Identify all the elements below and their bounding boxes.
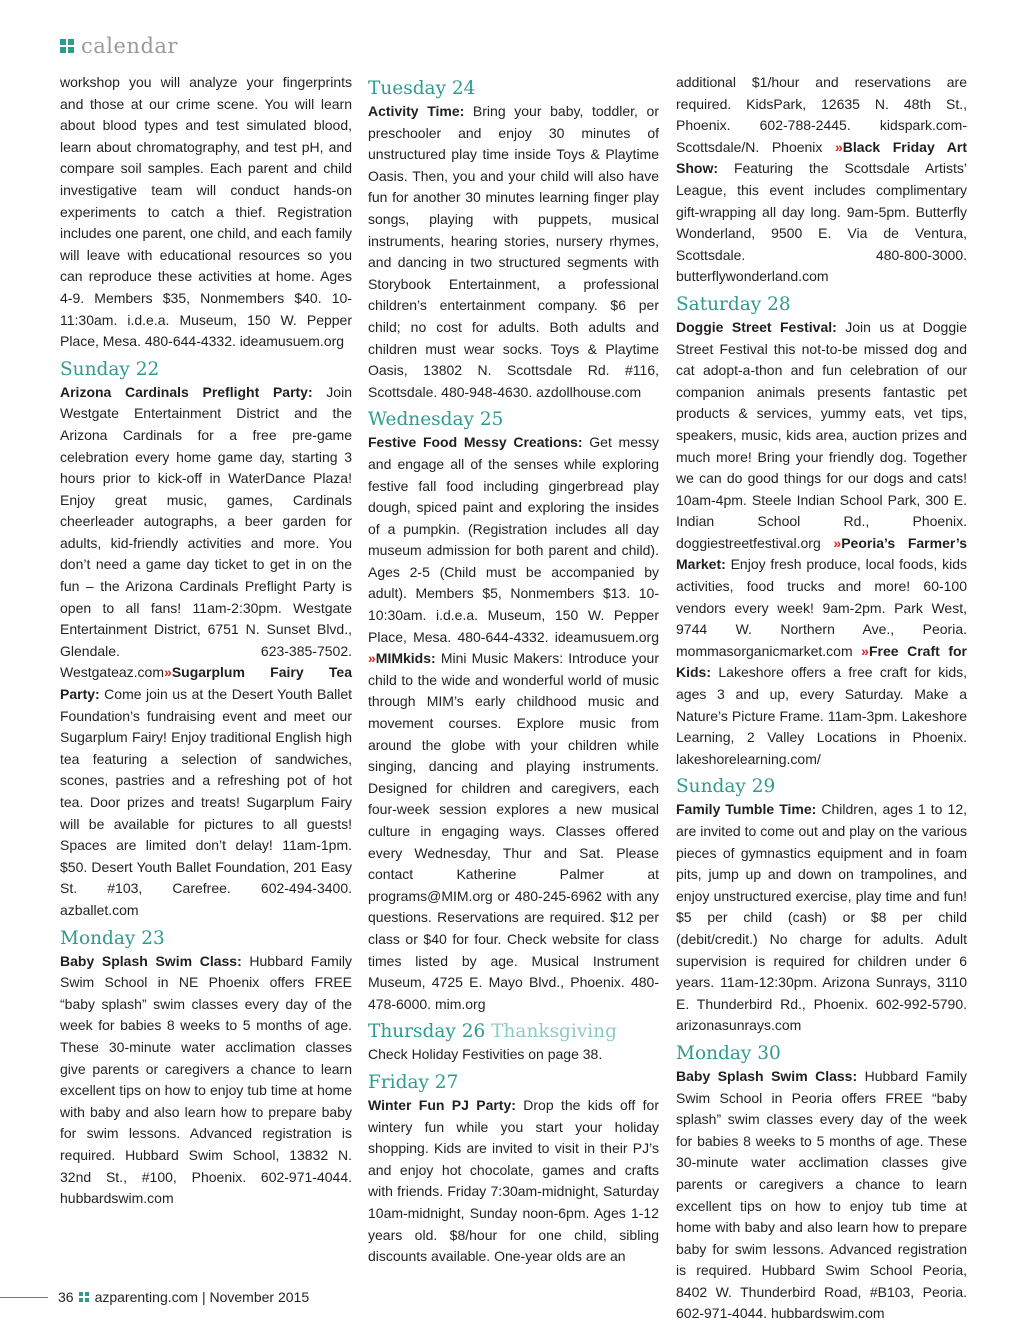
- day-label: Sunday 22: [60, 358, 160, 380]
- column-2: [368, 72, 659, 1284]
- event-entry: [676, 317, 967, 770]
- event-entry: [676, 72, 967, 288]
- day-label: Monday 23: [60, 927, 165, 949]
- event-body: Drop the kids off for wintery fun while you start your holiday shopping. Kids are invited to visit in their PJ’s and enjoy hot chocolate, games and crafts with friends. Friday 7:30am-midnight, Saturday 10am-midnight, Sunday noon-6pm. Ages 1-12 years old. $8/hour for one child, sibling discounts available. One-year olds are an: [368, 1096, 659, 1265]
- event-entry: [60, 951, 352, 1210]
- day-heading: [368, 408, 659, 432]
- event-entry: [676, 799, 967, 1037]
- event-body: Hubbard Family Swim School in Peoria offers FREE “baby splash” swim classes every day of the week for babies 8 weeks to 5 months of age. These 30-minute water acclimation classes give parents or caregivers a chance to learn excellent tips on how to enjoy tub time at home with baby and also learn how to prepare baby for swim lessons. Advanced registration is required. Hubbard Swim School Peoria, 8402 W. Thunderbird Road, #B103, Peoria. 602-971-4044. hubbardswim.com: [676, 1067, 967, 1322]
- day-label: Thursday 26: [368, 1021, 486, 1043]
- day-label: Tuesday 24: [368, 78, 476, 99]
- day-heading: [368, 1020, 659, 1044]
- event-title: Black Friday Art Show:: [676, 138, 968, 177]
- event-body: Join Westgate Entertainment District and the Arizona Cardinals for a free pre-game celebration every home game day, starting 3 hours prior to kick-off in WaterDance Plaza! Enjoy great music, games, Cardinals cheerleader autographs, a beer garden for adults, kid-friendly activities and more. You don’t need a game day ticket to get in on the fun – the Arizona Cardinals Preflight Party is open to all fans! 11am-2:30pm. Westgate Entertainment District, 6751 N. Sunset Blvd., Glendale. 623-385-7502. Westgateaz.com: [60, 383, 352, 681]
- grid-icon: [60, 39, 74, 53]
- separator-arrows: »: [833, 534, 842, 551]
- separator-arrows: »: [835, 138, 843, 155]
- event-title: MIMkids:: [375, 650, 436, 667]
- day-label: Wednesday 25: [368, 409, 504, 431]
- section-title: calendar: [81, 34, 178, 58]
- event-entry: [60, 382, 352, 922]
- event-title: Baby Splash Swim Class:: [676, 1067, 858, 1084]
- event-title: Family Tumble Time:: [676, 801, 817, 818]
- page-footer: [0, 1286, 340, 1308]
- event-entry: [368, 1095, 659, 1268]
- column-1: [60, 72, 352, 1284]
- page-header: [60, 34, 178, 58]
- event-body: Get messy and engage all of the senses while exploring festive fall food including gingerbread play dough, spiced paint and exploring the insides of a pumpkin. (Registration includes all day museum admission for both parent and child). Ages 2-5 (Child must be accompanied by adult). Members $5, Nonmembers $13. 10-10:30am. i.d.e.a. Museum, 150 W. Pepper Place, Mesa. 480-644-4332. ideamusuem.org: [368, 434, 659, 645]
- grid-small-icon: [79, 1292, 89, 1302]
- column-3: [676, 72, 968, 1322]
- day-label: Monday 30: [676, 1042, 781, 1064]
- separator-arrows: »: [164, 664, 172, 681]
- event-title: Activity Time:: [368, 103, 465, 119]
- body-text: Check Holiday Festivities on page 38.: [368, 1046, 603, 1063]
- holiday-label: Thanksgiving: [491, 1021, 617, 1043]
- separator-arrows: »: [861, 642, 869, 659]
- event-body: Enjoy fresh produce, local foods, kids activities, food trucks and more! 60-100 vendors every week! 9am-2pm. Park West, 9744 W. Northern Ave., Peoria. mommasorganicmarket.com: [676, 556, 967, 659]
- event-body: additional $1/hour and reservations are required. KidsPark, 12635 N. 48th St., Phoenix. 602-788-2445. kidspark.com-Scottsdale/N. Phoenix: [676, 74, 967, 155]
- event-title: Arizona Cardinals Preflight Party:: [60, 383, 313, 400]
- day-heading: [368, 77, 659, 101]
- separator-arrows: »: [368, 650, 376, 667]
- day-heading: [676, 1042, 967, 1066]
- event-title: Sugarplum Fairy Tea Party:: [60, 664, 352, 703]
- event-title: Winter Fun PJ Party:: [368, 1096, 516, 1113]
- day-label: Sunday 29: [676, 776, 776, 798]
- event-title: Free Craft for Kids:: [676, 642, 967, 681]
- event-title: Peoria’s Farmer’s Market:: [676, 534, 967, 573]
- event-entry: [676, 1066, 967, 1325]
- event-entry: [368, 432, 659, 1015]
- event-title: Festive Food Messy Creations:: [368, 434, 583, 451]
- day-heading: [368, 1071, 659, 1095]
- body-text: workshop you will analyze your fingerprints and those at our crime scene. You will learn about blood types and test simulated blood, learn about chromatography, and test pH, and compare soil samples. Each parent and child investigative team will conduct hands-on experiments to catch a thief. Registration includes one parent, one child, and each family will leave with educational resources so you can reproduce these activities at home. Ages 4-9. Members $35, Nonmembers $40. 10-11:30am. i.d.e.a. Museum, 150 W. Pepper Place, Mesa. 480-644-4332. ideamusuem.org: [60, 74, 352, 350]
- day-heading: [676, 775, 967, 799]
- event-entry: [368, 101, 659, 403]
- day-label: Friday 27: [368, 1071, 459, 1093]
- event-title: Doggie Street Festival:: [676, 318, 837, 335]
- page-number: 36: [58, 1289, 74, 1305]
- event-body: Children, ages 1 to 12, are invited to come out and play on the various pieces of gymnastics equipment and in foam pits, jump up and down on trampolines, and enjoy unstructured exercise, play time and fun! $5 per child (cash) or $8 per child (debit/credit.) No charge for adults. Adult supervision is required for children under 6 years. 11am-12:30pm. Arizona Sunrays, 3110 E. Thunderbird Rd., Phoenix. 602-992-5790. arizonasunrays.com: [676, 801, 967, 1034]
- event-body: Mini Music Makers: Introduce your child to the wide and wonderful world of music through MIM’s early childhood music and movement courses. Explore music from around the globe with your children while singing, dancing and playing instruments. Designed for children and caregivers, each four-week session explores a new musical culture in engaging ways. Classes offered every Wednesday, Thur and Sat. Please contact Katherine Palmer at programs@MIM.org or 480-245-6962 with any questions. Reservations are required. $12 per class or $40 for four. Check website for class times listed by age. Musical Instrument Museum, 4725 E. Mayo Blvd., Phoenix. 480-478-6000. mim.org: [368, 650, 659, 1012]
- day-heading: [60, 358, 352, 382]
- event-body: Featuring the Scottsdale Artists’ League, this event includes complimentary gift-wrapping all day long. 9am-5pm. Butterfly Wonderland, 9500 E. Via de Ventura, Scottsdale. 480-800-3000. butterflywonderland.com: [676, 160, 967, 285]
- event-body: Come join us at the Desert Youth Ballet Foundation’s fundraising event and meet our Sugarplum Fairy! Enjoy traditional English high tea featuring a selection of sandwiches, scones, pastries and a refreshing pot of hot tea. Door prizes and treats! Sugarplum Fairy will be available for pictures to all guests! Spaces are limited don’t delay! 11am-1pm. $50. Desert Youth Ballet Foundation, 201 Easy St. #103, Carefree. 602-494-3400. azballet.com: [60, 686, 352, 918]
- footer-rule: [0, 1297, 48, 1298]
- day-label: Saturday 28: [676, 293, 791, 315]
- event-body: Lakeshore offers a free craft for kids, ages 3 and up, every Saturday. Make a Nature’s Picture Frame. 11am-3pm. Lakeshore Learning, 2 Valley Locations in Phoenix. lakeshorelearning.com/: [676, 664, 967, 767]
- event-body: Hubbard Family Swim School in NE Phoenix offers FREE “baby splash” swim classes every day of the week for babies 8 weeks to 5 months of age. These 30-minute water acclimation classes give parents or caregivers a chance to learn excellent tips on how to enjoy tub time at home with baby and also learn how to prepare baby for swim lessons. Advanced registration is required. Hubbard Swim School, 13832 N. 32nd St., #100, Phoenix. 602-971-4044. hubbardswim.com: [60, 952, 352, 1207]
- day-heading: [60, 927, 352, 951]
- footer-site: azparenting.com | November 2015: [94, 1289, 310, 1305]
- event-body: Bring your baby, toddler, or preschooler and enjoy 30 minutes of unstructured play time inside Toys & Playtime Oasis. Then, you and your child will also have fun for another 30 minutes learning finger play songs, playing with puppets, musical instruments, hearing stories, nursery rhymes, and dancing in two structured segments with Storybook Entertainment, a professional children’s entertainment company. $6 per child; no cost for adults. Both adults and children must wear socks. Toys & Playtime Oasis, 13802 N. Scottsdale Rd. #116, Scottsdale. 480-948-4630. azdollhouse.com: [368, 103, 659, 400]
- day-heading: [676, 293, 967, 317]
- event-title: Baby Splash Swim Class:: [60, 952, 242, 969]
- event-body: Join us at Doggie Street Festival this not-to-be missed dog and cat adopt-a-thon and fun celebration of our companion animals presents fantastic pet products & services, yummy eats, vet tips, speakers, music, kids area, auction prizes and much more! Bring your friendly dog. Together we can do good things for our dogs and cats! 10am-4pm. Steele Indian School Park, 300 E. Indian School Rd., Phoenix. doggiestreetfestival.org: [676, 318, 967, 551]
